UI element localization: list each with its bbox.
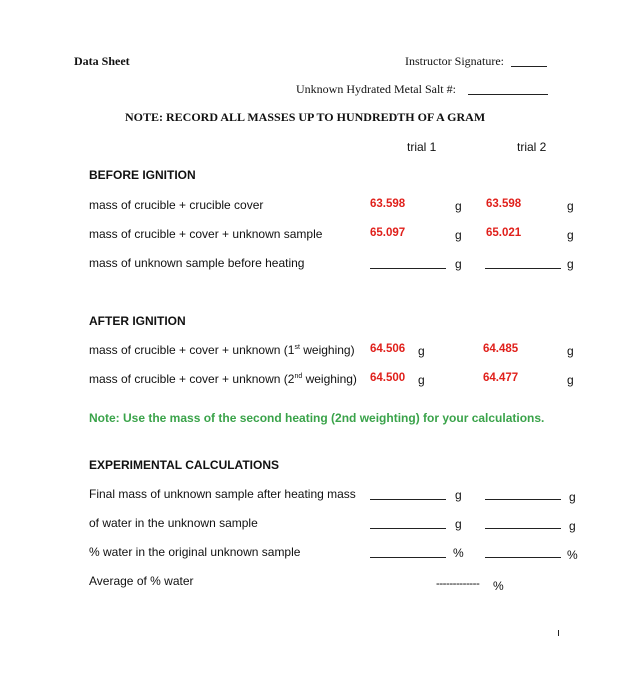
unit-percent: % bbox=[493, 579, 504, 593]
after-row-1-sup: st bbox=[294, 344, 300, 351]
calculations-heading: EXPERIMENTAL CALCULATIONS bbox=[89, 458, 280, 472]
calc-row-4-label: Average of % water bbox=[89, 574, 194, 588]
water-mass-trial2-field[interactable] bbox=[485, 528, 561, 529]
before-ignition-heading: BEFORE IGNITION bbox=[89, 168, 196, 182]
after-row-2-label bbox=[89, 372, 357, 386]
before-row-2-label: mass of crucible + cover + unknown sample bbox=[89, 227, 323, 241]
before-row-3-label: mass of unknown sample before heating bbox=[89, 256, 305, 270]
stray-mark bbox=[558, 630, 559, 636]
percent-water-trial2-field[interactable] bbox=[485, 557, 561, 558]
unknown-salt-label: Unknown Hydrated Metal Salt #: bbox=[296, 82, 456, 96]
water-mass-trial1-field[interactable] bbox=[370, 528, 446, 529]
unit-g: g bbox=[569, 490, 576, 504]
before-row-1-label: mass of crucible + crucible cover bbox=[89, 198, 264, 212]
after-row-2-sup: nd bbox=[294, 373, 303, 380]
second-heating-note: Note: Use the mass of the second heating (2nd weighting) for your calculations. bbox=[89, 411, 545, 425]
unit-g: g bbox=[567, 228, 574, 242]
before-row-1-trial2-value: 63.598 bbox=[486, 198, 522, 210]
final-mass-trial2-field[interactable] bbox=[485, 499, 561, 500]
after-row-2-prefix: mass of crucible + cover + unknown (2 bbox=[89, 372, 295, 386]
after-row-2-trial1-value: 64.500 bbox=[370, 372, 406, 384]
after-row-1-trial2-value: 64.485 bbox=[483, 343, 519, 355]
after-row-1-prefix: mass of crucible + cover + unknown (1 bbox=[89, 343, 295, 357]
average-water-field[interactable]: ------------- bbox=[436, 578, 480, 590]
unit-g: g bbox=[567, 199, 574, 213]
unit-g: g bbox=[418, 373, 425, 387]
after-ignition-heading: AFTER IGNITION bbox=[89, 314, 186, 328]
unit-g: g bbox=[455, 199, 462, 213]
unit-g: g bbox=[455, 488, 462, 502]
unknown-salt-number-field[interactable] bbox=[468, 94, 548, 95]
instructor-signature-label: Instructor Signature: bbox=[405, 54, 504, 68]
unit-g: g bbox=[567, 257, 574, 271]
unit-percent: % bbox=[453, 546, 464, 560]
final-mass-trial1-field[interactable] bbox=[370, 499, 446, 500]
column-header-trial2: trial 2 bbox=[517, 140, 547, 154]
column-header-trial1: trial 1 bbox=[407, 140, 437, 154]
unit-g: g bbox=[569, 519, 576, 533]
unit-g: g bbox=[455, 228, 462, 242]
after-row-1-label bbox=[89, 343, 355, 357]
note-record-masses: NOTE: RECORD ALL MASSES UP TO HUNDREDTH OF A GRAM bbox=[125, 110, 486, 124]
unit-g: g bbox=[567, 344, 574, 358]
unknown-mass-trial2-field[interactable] bbox=[485, 268, 561, 269]
after-row-1-trial1-value: 64.506 bbox=[370, 343, 406, 355]
before-row-2-trial2-value: 65.021 bbox=[486, 227, 522, 239]
calc-row-1-label: Final mass of unknown sample after heating mass bbox=[89, 487, 356, 501]
unit-g: g bbox=[455, 517, 462, 531]
unit-percent: % bbox=[567, 548, 578, 562]
page-title: Data Sheet bbox=[74, 54, 130, 68]
before-row-1-trial1-value: 63.598 bbox=[370, 198, 406, 210]
before-row-2-trial1-value: 65.097 bbox=[370, 227, 406, 239]
after-row-1-suffix: weighing) bbox=[299, 343, 355, 357]
unit-g: g bbox=[567, 373, 574, 387]
percent-water-trial1-field[interactable] bbox=[370, 557, 446, 558]
unit-g: g bbox=[455, 257, 462, 271]
unit-g: g bbox=[418, 344, 425, 358]
after-row-2-suffix: weighing) bbox=[302, 372, 357, 386]
calc-row-3-label: % water in the original unknown sample bbox=[89, 545, 301, 559]
instructor-signature-field[interactable] bbox=[511, 66, 547, 67]
unknown-mass-trial1-field[interactable] bbox=[370, 268, 446, 269]
calc-row-2-label: of water in the unknown sample bbox=[89, 516, 258, 530]
after-row-2-trial2-value: 64.477 bbox=[483, 372, 519, 384]
